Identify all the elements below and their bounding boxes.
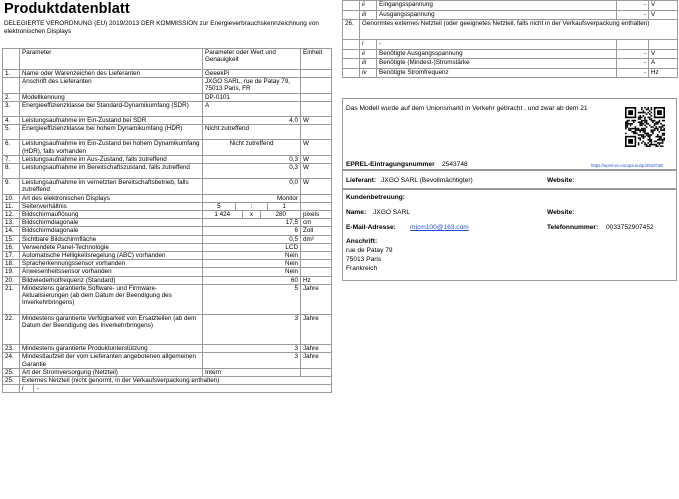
row-unit: Jahre <box>301 284 332 314</box>
row-parameter: Mindestens garantierte Software- und Firmware-Aktualisierungen (ab dem Datum der Beendigung des Inverkehrbringens) <box>20 284 203 314</box>
customer-address-label: Anschrift: <box>346 238 378 245</box>
row-parameter: Verwendete Panel-Technologie <box>20 243 203 251</box>
table-row <box>3 194 332 202</box>
table-row <box>3 268 332 276</box>
row-unit <box>301 268 332 276</box>
resolution-sep: x <box>243 211 262 218</box>
customer-name: JXGO SARL <box>373 209 411 216</box>
row-unit <box>301 202 332 210</box>
table-row <box>343 40 678 50</box>
row-number: 1. <box>3 70 20 78</box>
row-number: 6. <box>3 140 20 155</box>
table-row <box>343 68 678 78</box>
sub-row-value: - <box>37 385 40 393</box>
row-number: 13. <box>3 219 20 227</box>
eprel-number: 2543748 <box>442 161 468 168</box>
row-parameter: Mindestens garantierte Verfügbarkeit von Ersatzteilen (ab dem Datum der Beendigung des Inverkehrbringens) <box>20 315 203 345</box>
row-number: 23. <box>3 345 20 353</box>
market-info-box <box>342 98 677 170</box>
eprel-label: EPREL-Eintragungsnummer <box>346 161 435 168</box>
row-number: 11. <box>3 202 20 210</box>
row-parameter: Ausgangsspannung <box>377 10 617 20</box>
row-unit <box>301 78 332 93</box>
table-row <box>3 377 332 385</box>
row-parameter: Spracherkennungssensor vorhanden <box>20 260 203 268</box>
row-unit: W <box>301 164 332 179</box>
row-number: 24. <box>3 353 20 368</box>
row-number: 4. <box>3 117 20 125</box>
table-row <box>3 368 332 376</box>
row-parameter: Automatische Helligkeitsregelung (ABC) vorhanden <box>20 252 203 260</box>
row-parameter: Genormtes externes Netzteil (oder geeignetes Netzteil, falls nicht in der Verkaufsverpackung enthalten) <box>360 20 678 40</box>
regulation-subtitle: DELEGIERTE VERORDNUNG (EU) 2019/2013 DER KOMMISSION zur Energieverbrauchskennzeichnung von elektronischen Displays <box>4 20 319 35</box>
row-value: JXGO SARL, rue de Patay 79, 75013 Paris, FR <box>203 78 301 93</box>
customer-website-label: Website: <box>547 209 575 216</box>
row-value: - <box>617 68 649 78</box>
row-parameter: Mindestens garantierte Produktunterstützung <box>20 345 203 353</box>
table-row <box>3 284 332 314</box>
customer-phone-label: Telefonnummer: <box>547 224 599 231</box>
address-line: 75013 Paris <box>346 256 382 263</box>
row-number: 8. <box>3 164 20 179</box>
row-parameter: Bildschirmdiagonale <box>20 219 203 227</box>
row-value: 3 <box>203 353 301 368</box>
row-number: 25. <box>3 368 20 376</box>
row-value: A <box>203 101 301 116</box>
row-unit <box>301 93 332 101</box>
row-parameter: Anschrift des Lieferanten <box>20 78 203 93</box>
row-unit <box>301 260 332 268</box>
table-row <box>343 20 678 40</box>
row-unit <box>301 243 332 251</box>
row-value: 3 <box>203 315 301 345</box>
row-unit: Hz <box>301 276 332 284</box>
table-row <box>3 345 332 353</box>
row-number: 12. <box>3 211 20 219</box>
row-unit: pixels <box>301 211 332 219</box>
row-parameter: Leistungsaufnahme im Aus-Zustand, falls zutreffend <box>20 155 203 163</box>
row-value: - <box>617 49 649 59</box>
sub-row <box>20 385 332 393</box>
row-parameter: Benötigte (Mindest-)Stromstärke <box>377 59 617 69</box>
roman-index: ii <box>360 1 377 11</box>
table-row <box>3 276 332 284</box>
resolution-width: 1 424 <box>203 211 243 218</box>
row-number: 20. <box>3 276 20 284</box>
power-supply-table <box>342 0 678 78</box>
row-unit: Jahre <box>301 315 332 345</box>
table-row <box>3 227 332 235</box>
roman-index: iii <box>360 59 377 69</box>
table-row <box>3 117 332 125</box>
row-parameter: Leistungsaufnahme im vernetzten Bereitschaftsbetrieb, falls zutreffend <box>20 179 203 194</box>
page-title: Produktdatenblatt <box>4 1 130 17</box>
row-value: DP-0101 <box>203 93 301 101</box>
row-number <box>343 1 360 11</box>
header-value: Parameter oder Wert und Genauigkeit <box>203 49 301 70</box>
customer-name-label: Name: <box>346 209 367 216</box>
row-value: 0,0 <box>203 179 301 194</box>
row-parameter: Anwesenheitssensor vorhanden <box>20 268 203 276</box>
row-parameter: - <box>377 40 617 50</box>
table-cell <box>343 59 360 69</box>
row-unit: W <box>301 140 332 155</box>
row-parameter: Seitenverhältnis <box>20 202 203 210</box>
customer-phone: 0033752907452 <box>606 224 654 231</box>
table-row <box>3 155 332 163</box>
table-row <box>3 260 332 268</box>
row-value: Nicht zutreffend <box>203 140 301 155</box>
row-value: Nicht zutreffend <box>203 125 301 140</box>
table-row <box>3 202 332 210</box>
row-number: 5. <box>3 125 20 140</box>
roman-index: ii <box>360 49 377 59</box>
row-value: 5 <box>203 284 301 314</box>
row-value: 0,3 <box>203 164 301 179</box>
supplier-website-label: Website: <box>547 177 575 184</box>
row-value: 6 <box>203 227 301 235</box>
aspect-a: 5 <box>203 203 236 210</box>
table-row <box>3 70 332 78</box>
row-unit: Zoll <box>301 227 332 235</box>
row-number: 15. <box>3 235 20 243</box>
customer-service-box <box>342 189 677 281</box>
row-value: 17,5 <box>203 219 301 227</box>
aspect-sep: : <box>236 203 269 210</box>
header-parameter: Parameter <box>20 49 203 70</box>
customer-title: Kundenbetreuung: <box>346 194 405 201</box>
row-parameter: Art des elektronischen Displays <box>20 194 203 202</box>
row-unit: V <box>649 1 678 11</box>
row-parameter: Leistungsaufnahme im Ein-Zustand bei hohem Dynamikumfang (HDR), falls vorhanden <box>20 140 203 155</box>
row-value: 0,3 <box>203 155 301 163</box>
row-unit: Hz <box>649 68 678 78</box>
row-unit <box>301 70 332 78</box>
table-row <box>3 211 332 219</box>
row-value: - <box>617 59 649 69</box>
row-parameter: Externes Netzteil (nicht genormt, in der Verkaufsverpackung enthalten) <box>20 377 332 385</box>
table-row <box>3 101 332 116</box>
row-parameter: Art der Stromversorgung (Netzteil) <box>20 368 203 376</box>
table-row <box>343 10 678 20</box>
parameter-table <box>2 48 332 393</box>
table-row <box>343 59 678 69</box>
table-row <box>3 252 332 260</box>
row-number <box>3 78 20 93</box>
resolution-cell <box>203 211 301 219</box>
row-value: - <box>617 1 649 11</box>
header-unit: Einheit <box>301 49 332 70</box>
supplier-label: Lieferant: <box>346 177 377 184</box>
row-number: 18. <box>3 260 20 268</box>
eprel-link[interactable]: https://eprel.ec.europa.eu/qr/2543748 <box>591 163 663 168</box>
row-value: 3 <box>203 345 301 353</box>
roman-index: i <box>360 40 377 50</box>
row-number: 26. <box>343 20 360 40</box>
row-unit <box>301 368 332 376</box>
row-parameter: Leistungsaufnahme im Ein-Zustand bei SDR <box>20 117 203 125</box>
row-number: 3. <box>3 101 20 116</box>
row-value: Nein <box>203 268 301 276</box>
row-unit: W <box>301 117 332 125</box>
row-value: Nein <box>203 260 301 268</box>
row-value: 0,5 <box>203 235 301 243</box>
row-number: 10. <box>3 194 20 202</box>
row-number: 21. <box>3 284 20 314</box>
row-unit: Jahre <box>301 345 332 353</box>
table-row <box>343 49 678 59</box>
table-cell <box>343 68 360 78</box>
customer-email-link[interactable]: mjcm100@163.com <box>410 224 469 231</box>
aspect-b: 1 <box>282 202 286 210</box>
row-number: 7. <box>3 155 20 163</box>
row-unit <box>301 101 332 116</box>
row-unit: dm² <box>301 235 332 243</box>
row-parameter: Leistungsaufnahme im Bereitschaftszustand, falls zutreffend <box>20 164 203 179</box>
row-parameter: Energieeffizienzklasse bei hohem Dynamikumfang (HDR) <box>20 125 203 140</box>
row-value: LCD <box>203 243 301 251</box>
table-cell <box>343 49 360 59</box>
row-value: Monitor <box>203 194 301 202</box>
row-unit <box>301 252 332 260</box>
roman-index: iii <box>360 10 377 20</box>
row-unit <box>301 125 332 140</box>
table-row <box>3 125 332 140</box>
table-row <box>3 78 332 93</box>
aspect-ratio-cell <box>203 202 301 210</box>
roman-index: i <box>20 385 34 392</box>
row-unit: cm <box>301 219 332 227</box>
row-value: Nein <box>203 252 301 260</box>
row-number <box>343 10 360 20</box>
row-value: GeeekPi <box>203 70 301 78</box>
supplier-value: JXGO SARL (Bevollmächtigter) <box>381 177 473 184</box>
row-value: 60 <box>203 276 301 284</box>
row-parameter: Energieeffizienzklasse bei Standard-Dynamikumfang (SDR) <box>20 101 203 116</box>
row-unit: V <box>649 10 678 20</box>
row-parameter: Modellkennung <box>20 93 203 101</box>
row-number: 9. <box>3 179 20 194</box>
row-parameter: Mindestlaufzeit der vom Lieferanten angebotenen allgemeinen Garantie <box>20 353 203 368</box>
eprel-qr-code[interactable] <box>625 107 665 147</box>
market-text: Das Modell wurde auf dem Unionsmarkt in Verkehr gebracht , und zwar ab dem 21 <box>346 105 588 112</box>
table-row <box>3 315 332 345</box>
row-number: 16. <box>3 243 20 251</box>
table-row <box>3 164 332 179</box>
row-number: 2. <box>3 93 20 101</box>
table-row <box>3 243 332 251</box>
table-row <box>343 1 678 11</box>
table-row <box>3 140 332 155</box>
row-value: - <box>617 10 649 20</box>
address-line: rue de Patay 79 <box>346 247 393 254</box>
row-unit: W <box>301 155 332 163</box>
row-parameter: Name oder Warenzeichen des Lieferanten <box>20 70 203 78</box>
row-value <box>617 40 649 50</box>
resolution-height: 280 <box>275 211 286 218</box>
customer-email-label: E-Mail-Adresse: <box>346 224 396 231</box>
table-row <box>3 179 332 194</box>
row-unit <box>649 40 678 50</box>
row-parameter: Benötigte Stromfrequenz <box>377 68 617 78</box>
table-row <box>3 385 332 393</box>
row-value: 4,0 <box>203 117 301 125</box>
row-parameter: Benötigte Ausgangsspannung <box>377 49 617 59</box>
row-unit: A <box>649 59 678 69</box>
row-unit: V <box>649 49 678 59</box>
row-unit: W <box>301 179 332 194</box>
supplier-box <box>342 170 677 189</box>
row-parameter: Eingangsspannung <box>377 1 617 11</box>
row-number: 22. <box>3 315 20 345</box>
table-cell <box>343 40 360 50</box>
table-row <box>3 235 332 243</box>
table-row <box>3 219 332 227</box>
row-parameter: Bildschirmauflösung <box>20 211 203 219</box>
table-row <box>3 93 332 101</box>
table-row <box>3 353 332 368</box>
row-unit: Jahre <box>301 353 332 368</box>
row-number: 25. <box>3 377 20 385</box>
roman-index: iv <box>360 68 377 78</box>
row-value: Intern <box>203 368 301 376</box>
address-line: Frankreich <box>346 265 378 272</box>
table-header-row <box>3 49 332 70</box>
row-number: 14. <box>3 227 20 235</box>
row-number: 17. <box>3 252 20 260</box>
row-unit <box>301 194 332 202</box>
row-parameter: Bildschirmdiagonale <box>20 227 203 235</box>
table-cell <box>3 385 20 393</box>
row-parameter: Bildwiederholfrequenz (Standard) <box>20 276 203 284</box>
row-number: 19. <box>3 268 20 276</box>
row-parameter: Sichtbare Bildschirmfläche <box>20 235 203 243</box>
